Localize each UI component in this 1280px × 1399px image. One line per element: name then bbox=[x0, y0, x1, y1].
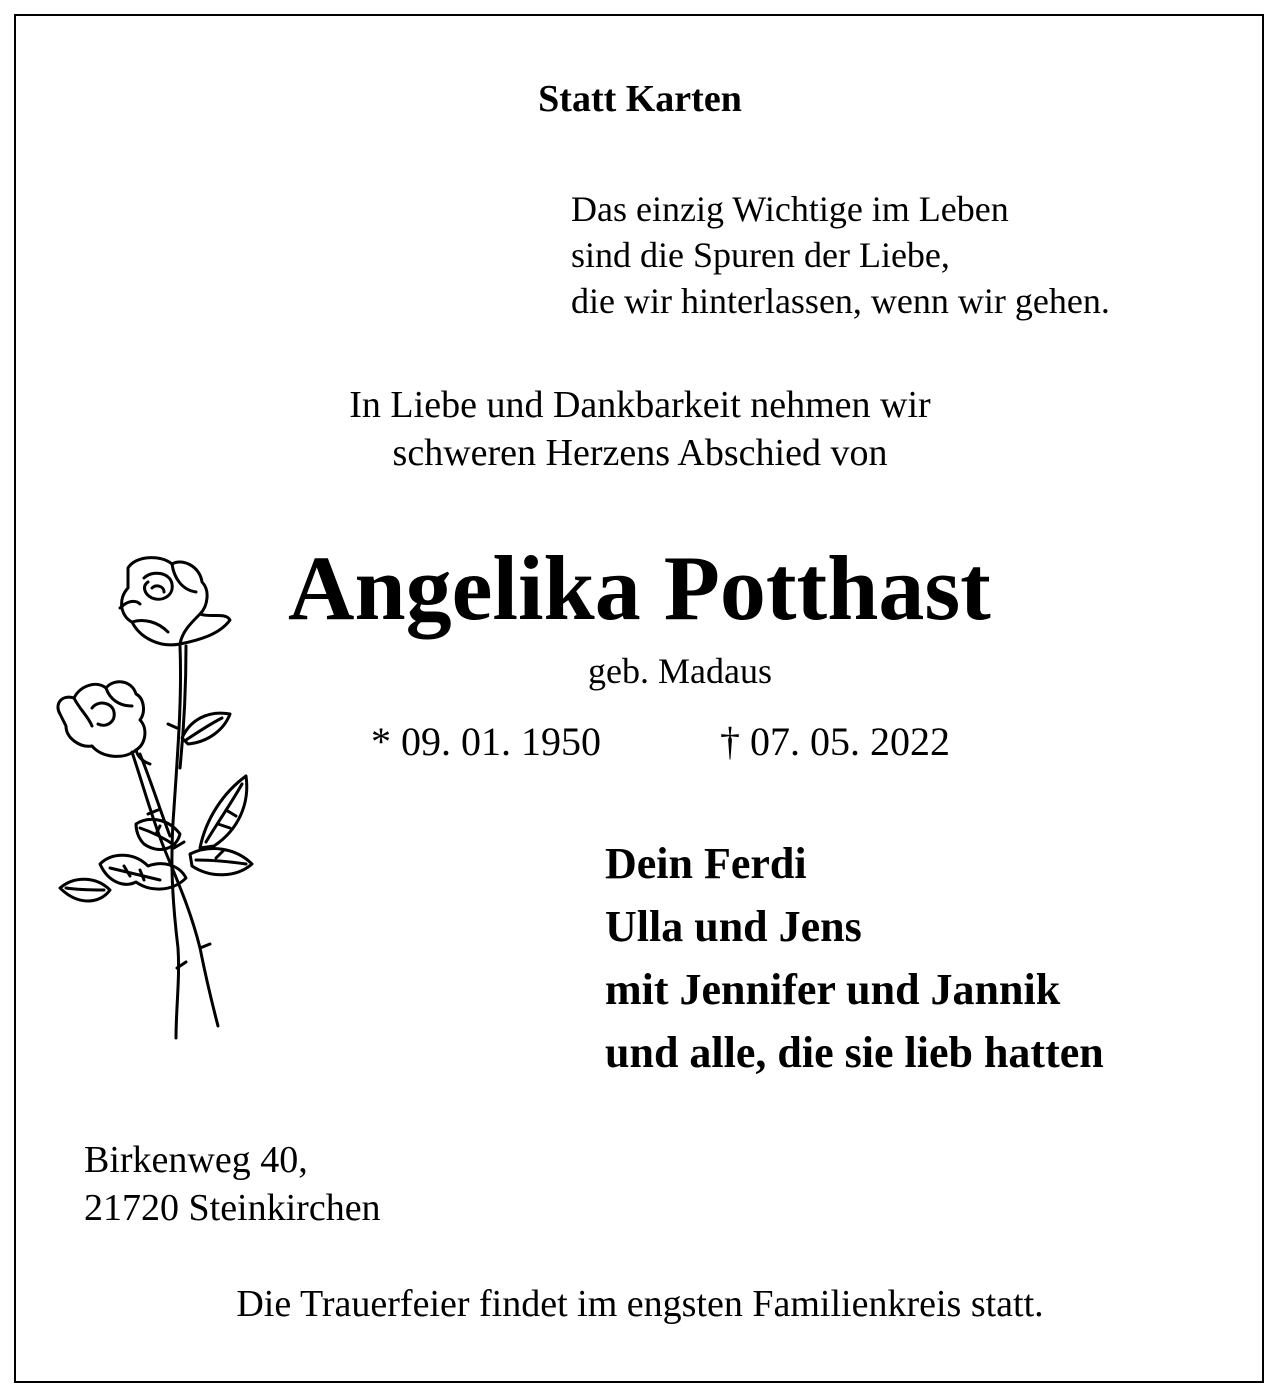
death-date: † 07. 05. 2022 bbox=[720, 719, 950, 764]
address-street: Birkenweg 40, bbox=[84, 1139, 308, 1181]
address-block bbox=[84, 1136, 381, 1232]
rose-icon bbox=[40, 548, 260, 1048]
birth-date: * 09. 01. 1950 bbox=[371, 719, 601, 764]
mourner-line: und alle, die sie lieb hatten bbox=[605, 1028, 1104, 1077]
notice-heading: Statt Karten bbox=[538, 78, 742, 120]
intro-text bbox=[0, 381, 1280, 477]
mourner-line: Ulla und Jens bbox=[605, 902, 862, 951]
quote-line: Das einzig Wichtige im Leben bbox=[571, 189, 1009, 229]
intro-line: In Liebe und Dankbarkeit nehmen wir bbox=[349, 384, 931, 426]
address-city: 21720 Steinkirchen bbox=[84, 1187, 381, 1229]
mourners-list bbox=[605, 832, 1104, 1084]
funeral-note: Die Trauerfeier findet im engsten Familienkreis statt. bbox=[236, 1283, 1044, 1325]
mourner-line: mit Jennifer und Jannik bbox=[605, 965, 1061, 1014]
deceased-name: Angelika Potthast bbox=[288, 537, 991, 639]
memorial-quote bbox=[571, 186, 1110, 324]
quote-line: sind die Spuren der Liebe, bbox=[571, 235, 950, 275]
intro-line: schweren Herzens Abschied von bbox=[392, 432, 888, 474]
maiden-name: geb. Madaus bbox=[588, 651, 772, 691]
quote-line: die wir hinterlassen, wenn wir gehen. bbox=[571, 281, 1110, 321]
mourner-line: Dein Ferdi bbox=[605, 839, 807, 888]
